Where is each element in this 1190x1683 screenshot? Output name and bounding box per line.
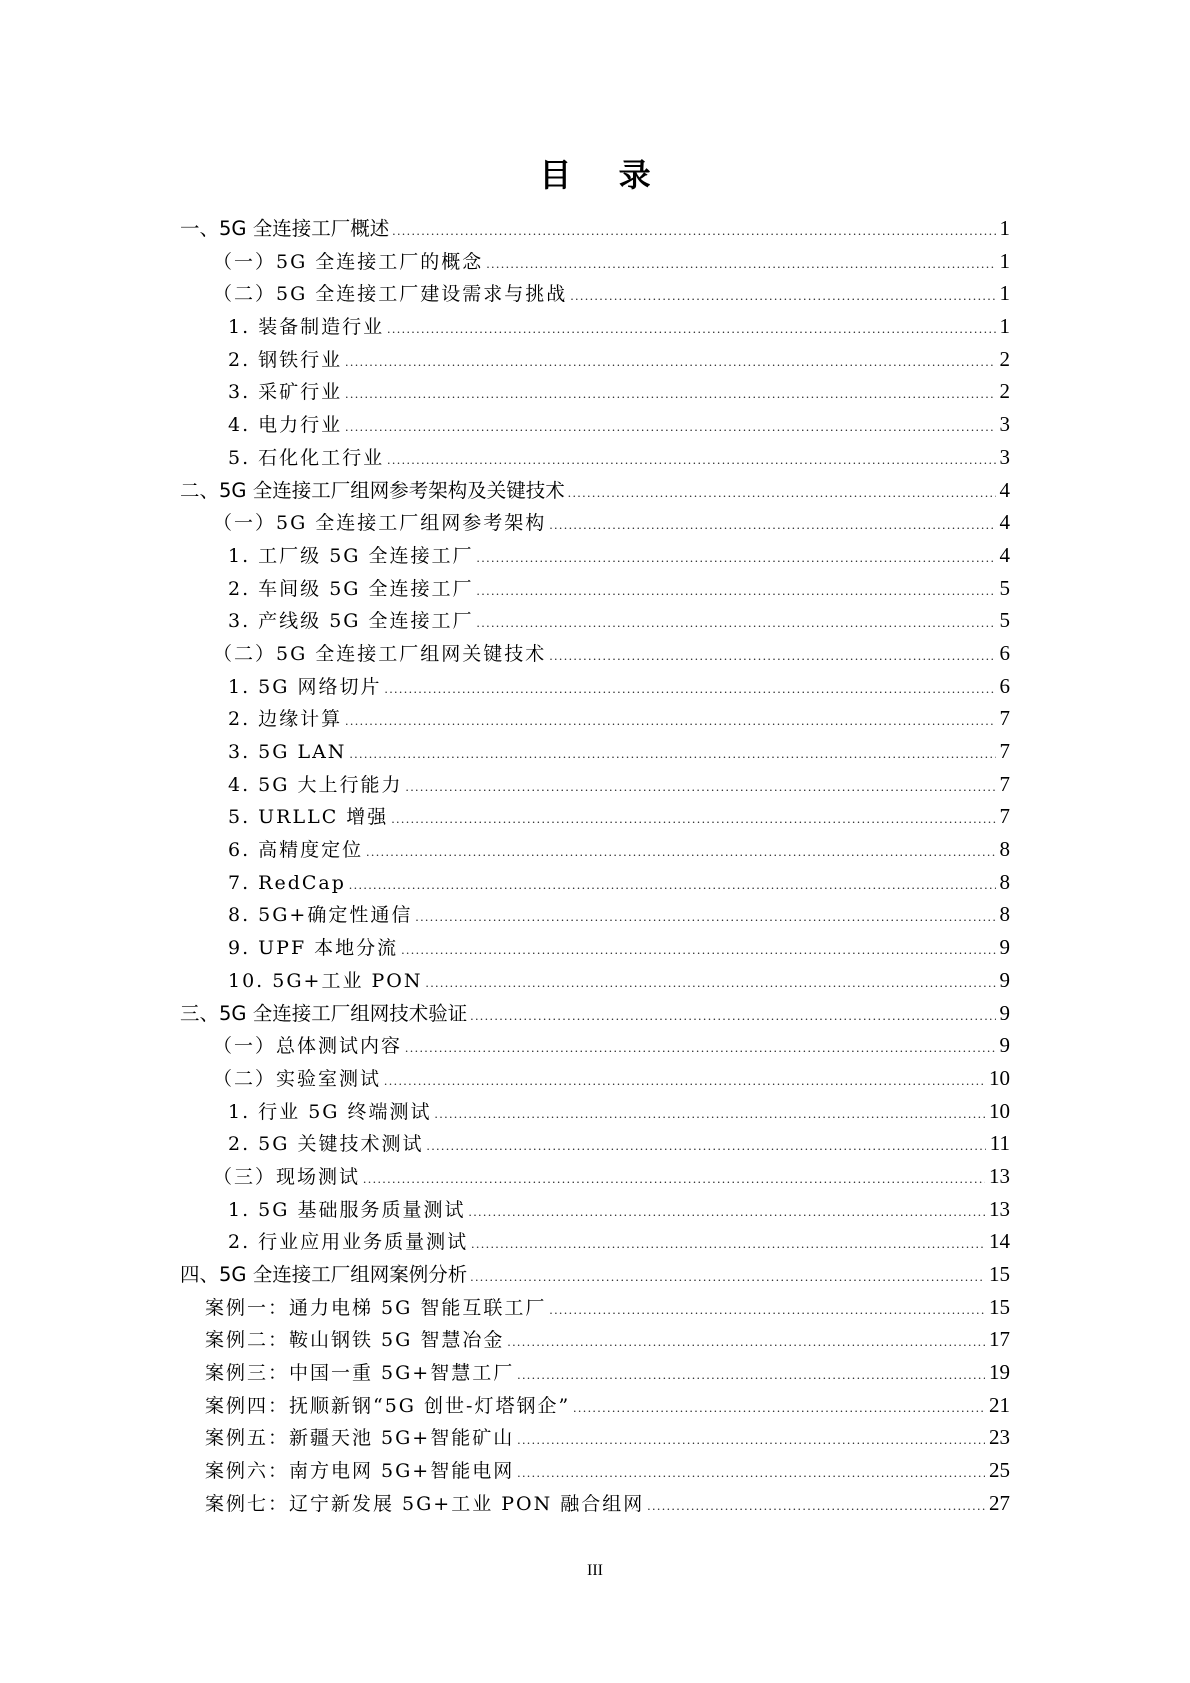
toc-entry[interactable] — [180, 343, 1010, 376]
toc-entry[interactable] — [180, 1029, 1010, 1062]
toc-entry-label: 1. 行业 5G 终端测试 — [228, 1100, 432, 1123]
toc-entry-page: 1 — [999, 248, 1010, 273]
dot-leader — [345, 346, 995, 379]
toc-entry[interactable] — [180, 1389, 1010, 1422]
dot-leader — [392, 215, 995, 248]
toc-entry[interactable] — [180, 898, 1010, 931]
toc-entry[interactable] — [180, 1062, 1010, 1095]
toc-entry-label: 案例二：鞍山钢铁 5G 智慧冶金 — [205, 1329, 505, 1352]
toc-entry[interactable] — [180, 212, 1010, 245]
toc-entry-label: （二）实验室测试 — [213, 1067, 382, 1090]
toc-entry-page: 1 — [999, 281, 1010, 306]
toc-entry[interactable] — [180, 1225, 1010, 1258]
dot-leader — [517, 1359, 985, 1392]
toc-entry-page: 7 — [999, 771, 1010, 796]
toc-entry[interactable] — [180, 931, 1010, 964]
page-title: 目 录 — [539, 156, 669, 194]
toc-entry-page: 19 — [989, 1360, 1010, 1385]
toc-entry-page: 9 — [999, 1033, 1010, 1058]
toc-entry-page: 2 — [999, 346, 1010, 371]
toc-entry-page: 21 — [989, 1392, 1010, 1417]
toc-entry-page: 13 — [989, 1163, 1010, 1188]
toc-entry[interactable] — [180, 1487, 1010, 1520]
toc-entry-page: 7 — [999, 706, 1010, 731]
toc-entry[interactable] — [180, 310, 1010, 343]
dot-leader — [477, 575, 996, 608]
toc-entry-page: 15 — [989, 1294, 1010, 1319]
toc-entry-label: 案例四：抚顺新钢“5G 创世-灯塔钢企” — [205, 1394, 571, 1417]
toc-entry-page: 4 — [999, 542, 1010, 567]
toc-entry[interactable] — [180, 1127, 1010, 1160]
toc-entry[interactable] — [180, 572, 1010, 605]
dot-leader — [468, 1196, 985, 1229]
toc-entry[interactable] — [180, 735, 1010, 768]
toc-entry-label: 4. 电力行业 — [228, 414, 343, 437]
toc-entry-label: 2. 5G 关键技术测试 — [228, 1133, 424, 1156]
toc-entry-label: 案例一：通力电梯 5G 智能互联工厂 — [205, 1296, 547, 1319]
toc-entry-page: 27 — [989, 1490, 1010, 1515]
toc-entry-label: 一、5G 全连接工厂概述 — [180, 217, 390, 240]
dot-leader — [349, 738, 995, 771]
toc-entry-label: 6. 高精度定位 — [228, 839, 364, 862]
dot-leader — [435, 1098, 985, 1131]
toc-entry-label: 3. 5G LAN — [228, 741, 347, 763]
toc-entry-page: 3 — [999, 412, 1010, 437]
dot-leader — [345, 705, 995, 738]
toc-entry-label: 3. 产线级 5G 全连接工厂 — [228, 610, 474, 633]
toc-entry-label: （二）5G 全连接工厂组网关键技术 — [213, 642, 547, 665]
toc-entry[interactable] — [180, 702, 1010, 735]
toc-entry[interactable] — [180, 245, 1010, 278]
toc-entry[interactable] — [180, 375, 1010, 408]
toc-entry-label: 8. 5G+确定性通信 — [228, 904, 413, 927]
toc-entry-label: 1. 5G 网络切片 — [228, 675, 382, 698]
toc-entry-page: 4 — [999, 477, 1010, 502]
toc-entry-label: 4. 5G 大上行能力 — [228, 773, 403, 796]
dot-leader — [391, 803, 995, 836]
toc-entry-page: 9 — [999, 967, 1010, 992]
dot-leader — [507, 1326, 985, 1359]
toc-entry-label: 案例五：新疆天池 5G+智能矿山 — [205, 1427, 515, 1450]
toc-entry[interactable] — [180, 1095, 1010, 1128]
toc-entry-page: 15 — [989, 1262, 1010, 1286]
dot-leader — [549, 509, 995, 542]
dot-leader — [517, 1457, 985, 1490]
toc-entry-page: 8 — [999, 902, 1010, 927]
toc-entry-page: 11 — [989, 1131, 1010, 1156]
toc-entry[interactable] — [180, 1291, 1010, 1324]
toc-entry-page: 8 — [999, 837, 1010, 862]
dot-leader — [471, 1228, 985, 1261]
toc-entry[interactable] — [180, 539, 1010, 572]
toc-entry-label: 2. 车间级 5G 全连接工厂 — [228, 577, 474, 600]
toc-entry-label: 1. 5G 基础服务质量测试 — [228, 1198, 466, 1221]
toc-entry[interactable] — [180, 1323, 1010, 1356]
toc-entry-label: 2. 边缘计算 — [228, 708, 343, 731]
toc-entry-page: 10 — [989, 1098, 1010, 1123]
toc-entry[interactable] — [180, 474, 1010, 507]
toc-entry-page: 13 — [989, 1196, 1010, 1221]
toc-entry-label: 案例六：南方电网 5G+智能电网 — [205, 1460, 515, 1483]
dot-leader — [387, 444, 995, 477]
toc-entry-label: 2. 钢铁行业 — [228, 348, 343, 371]
toc-entry-label: 7. RedCap — [228, 871, 346, 894]
toc-entry-page: 9 — [999, 935, 1010, 960]
toc-entry-page: 14 — [989, 1229, 1010, 1254]
dot-leader — [415, 901, 995, 934]
dot-leader — [477, 607, 996, 640]
dot-leader — [405, 771, 995, 804]
toc-entry-label: 案例七：辽宁新发展 5G+工业 PON 融合组网 — [205, 1492, 645, 1515]
dot-leader — [349, 869, 996, 902]
dot-leader — [384, 673, 995, 706]
toc-entry[interactable] — [180, 408, 1010, 441]
toc-entry[interactable] — [180, 277, 1010, 310]
dot-leader — [366, 836, 995, 869]
dot-leader — [345, 411, 995, 444]
toc-entry[interactable] — [180, 506, 1010, 539]
toc-entry-page: 23 — [989, 1425, 1010, 1450]
dot-leader — [405, 1032, 995, 1065]
toc-entry-label: 四、5G 全连接工厂组网案例分析 — [180, 1263, 468, 1286]
toc-entry-label: 5. 石化化工行业 — [228, 446, 385, 469]
toc-entry[interactable] — [180, 1421, 1010, 1454]
dot-leader — [345, 378, 995, 411]
toc-entry-label: （一）总体测试内容 — [213, 1035, 403, 1058]
toc-entry-label: 二、5G 全连接工厂组网参考架构及关键技术 — [180, 478, 565, 502]
toc-entry-page: 1 — [999, 216, 1010, 240]
toc-entry-page: 8 — [999, 869, 1010, 894]
dot-leader — [549, 640, 995, 673]
dot-leader — [568, 477, 996, 510]
toc-entry-label: 案例三：中国一重 5G+智慧工厂 — [205, 1362, 515, 1385]
toc-entry-label: （二）5G 全连接工厂建设需求与挑战 — [213, 283, 568, 306]
toc-entry-page: 9 — [999, 1000, 1010, 1025]
dot-leader — [401, 934, 995, 967]
dot-leader — [470, 1261, 985, 1294]
table-of-contents — [180, 212, 1010, 1520]
toc-entry[interactable] — [180, 866, 1010, 899]
toc-entry-page: 17 — [989, 1327, 1010, 1352]
toc-entry-label: 2. 行业应用业务质量测试 — [228, 1231, 469, 1254]
page-number: III — [587, 1562, 603, 1579]
toc-entry[interactable] — [180, 604, 1010, 637]
toc-entry[interactable] — [180, 800, 1010, 833]
toc-entry-label: 9. UPF 本地分流 — [228, 937, 399, 960]
toc-entry-label: （一）5G 全连接工厂组网参考架构 — [213, 512, 547, 535]
dot-leader — [387, 313, 995, 346]
toc-entry-label: 1. 装备制造行业 — [228, 316, 385, 339]
dot-leader — [470, 1000, 995, 1033]
toc-entry[interactable] — [180, 1454, 1010, 1487]
dot-leader — [486, 248, 995, 281]
toc-entry[interactable] — [180, 1258, 1010, 1291]
dot-leader — [384, 1065, 985, 1098]
dot-leader — [517, 1424, 985, 1457]
toc-entry[interactable] — [180, 1160, 1010, 1193]
toc-entry-page: 7 — [999, 739, 1010, 763]
toc-entry-label: 5. URLLC 增强 — [228, 806, 389, 829]
toc-entry-page: 4 — [999, 510, 1010, 535]
toc-entry-page: 6 — [999, 673, 1010, 698]
toc-entry[interactable] — [180, 441, 1010, 474]
toc-entry-page: 3 — [999, 444, 1010, 469]
dot-leader — [426, 1130, 985, 1163]
toc-entry-page: 5 — [999, 575, 1010, 600]
toc-entry-page: 5 — [999, 608, 1010, 633]
toc-entry-label: 三、5G 全连接工厂组网技术验证 — [180, 1001, 468, 1025]
toc-entry-page: 7 — [999, 804, 1010, 829]
toc-entry-page: 25 — [989, 1458, 1010, 1483]
toc-entry[interactable] — [180, 768, 1010, 801]
toc-entry-page: 1 — [999, 314, 1010, 339]
toc-entry-label: 1. 工厂级 5G 全连接工厂 — [228, 544, 474, 567]
toc-entry[interactable] — [180, 1193, 1010, 1226]
dot-leader — [477, 542, 996, 575]
toc-entry[interactable] — [180, 964, 1010, 997]
toc-entry[interactable] — [180, 833, 1010, 866]
dot-leader — [573, 1392, 985, 1425]
toc-entry-page: 2 — [999, 379, 1010, 404]
dot-leader — [647, 1490, 985, 1523]
toc-entry[interactable] — [180, 637, 1010, 670]
dot-leader — [363, 1163, 985, 1196]
toc-entry[interactable] — [180, 997, 1010, 1030]
toc-entry-label: （三）现场测试 — [213, 1165, 361, 1188]
toc-entry-page: 6 — [999, 640, 1010, 665]
toc-entry-label: （一）5G 全连接工厂的概念 — [213, 250, 484, 273]
dot-leader — [549, 1294, 985, 1327]
dot-leader — [570, 280, 995, 313]
toc-entry-label: 3. 采矿行业 — [228, 381, 343, 404]
toc-entry-label: 10. 5G+工业 PON — [228, 969, 423, 992]
toc-entry[interactable] — [180, 1356, 1010, 1389]
toc-entry[interactable] — [180, 670, 1010, 703]
dot-leader — [425, 967, 995, 1000]
toc-entry-page: 10 — [989, 1065, 1010, 1090]
